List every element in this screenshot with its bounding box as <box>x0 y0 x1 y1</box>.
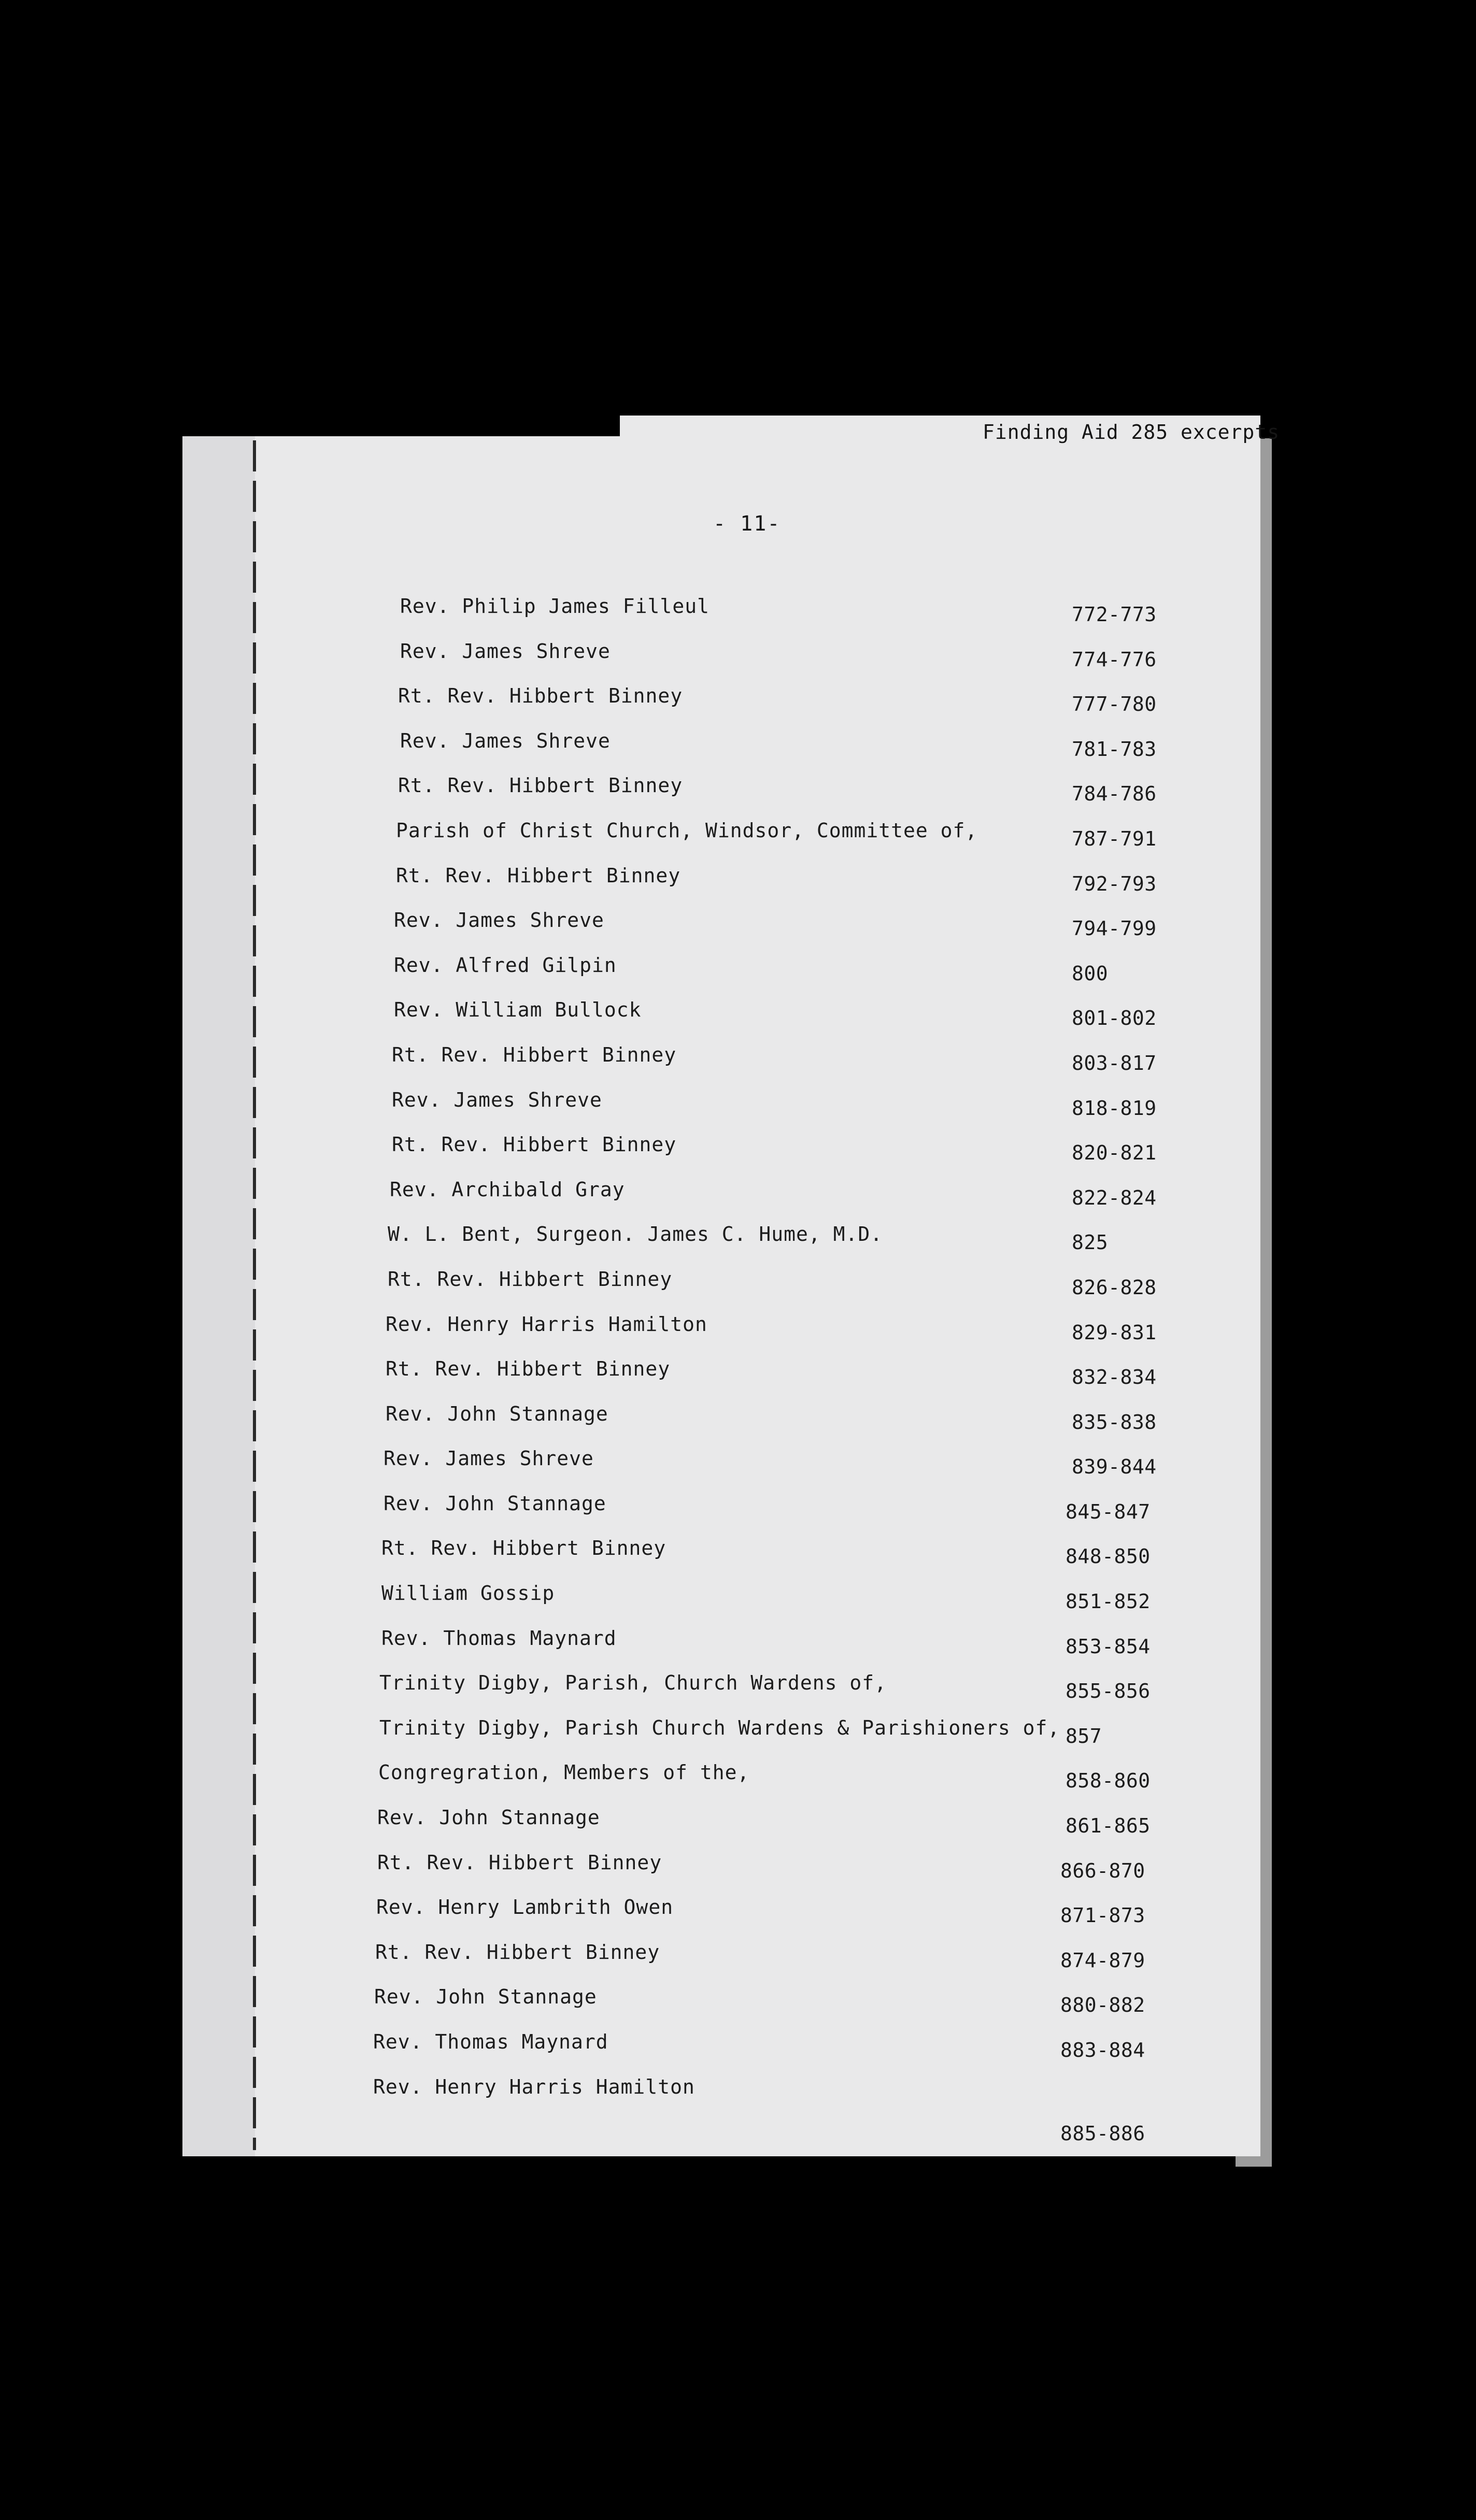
entry-range: 820-821 <box>1072 1141 1157 1165</box>
entry-range: 781-783 <box>1072 737 1157 761</box>
entry-list <box>373 595 1182 2145</box>
entry-name: Rev. Thomas Maynard <box>381 1626 617 1650</box>
entry-name: Rev. James Shreve <box>394 909 604 932</box>
list-item <box>373 1223 1182 1268</box>
list-item <box>373 819 1182 864</box>
entry-name: W. L. Bent, Surgeon. James C. Hume, M.D. <box>388 1223 883 1246</box>
list-item <box>373 998 1182 1043</box>
list-item <box>373 729 1182 775</box>
list-item <box>373 1089 1182 1134</box>
list-item <box>373 1671 1182 1716</box>
entry-range: 772-773 <box>1072 603 1157 626</box>
entry-name: Rev. John Stannage <box>384 1492 606 1515</box>
entry-range: 818-819 <box>1072 1096 1157 1120</box>
entry-range: 853-854 <box>1066 1635 1151 1658</box>
list-item <box>373 1178 1182 1223</box>
list-item <box>373 1492 1182 1537</box>
entry-range: 822-824 <box>1072 1186 1157 1209</box>
finding-aid-label: Finding Aid 285 excerpts <box>983 421 1280 443</box>
entry-name: Rev. James Shreve <box>400 639 611 663</box>
entry-name: Rt. Rev. Hibbert Binney <box>377 1851 662 1874</box>
entry-name: Rev. Archibald Gray <box>390 1178 625 1201</box>
entry-range: 826-828 <box>1072 1276 1157 1299</box>
list-item <box>373 1806 1182 1851</box>
entry-name: Rev. Henry Harris Hamilton <box>386 1312 707 1336</box>
list-item <box>373 1627 1182 1672</box>
entry-range: 845-847 <box>1066 1500 1151 1523</box>
list-item <box>373 1761 1182 1806</box>
entry-range: 792-793 <box>1072 872 1157 895</box>
list-item <box>373 864 1182 909</box>
entry-name: Rev. John Stannage <box>386 1402 608 1425</box>
entry-name: Rt. Rev. Hibbert Binney <box>375 1940 660 1964</box>
entry-name: Rev. Alfred Gilpin <box>394 953 617 977</box>
list-item <box>373 1537 1182 1582</box>
entry-range: 857 <box>1066 1724 1102 1748</box>
list-item <box>373 909 1182 954</box>
list-item <box>373 1582 1182 1627</box>
list-item <box>373 1357 1182 1402</box>
entry-name: Rev. Henry Harris Hamilton <box>373 2075 695 2098</box>
list-item <box>373 1402 1182 1448</box>
entry-name: Trinity Digby, Parish Church Wardens & Parishioners of, <box>379 1716 1060 1739</box>
list-item <box>373 1851 1182 1896</box>
list-item <box>373 1985 1182 2030</box>
list-item <box>373 954 1182 999</box>
page-number: - 11- <box>713 512 781 536</box>
list-item <box>373 1896 1182 1941</box>
entry-name: Rev. James Shreve <box>384 1447 594 1470</box>
entry-range: 777-780 <box>1072 693 1157 716</box>
entry-name: Trinity Digby, Parish, Church Wardens of, <box>379 1671 887 1695</box>
page-margin-strip <box>182 436 255 2156</box>
entry-name: Congregration, Members of the, <box>378 1761 750 1784</box>
entry-range: 839-844 <box>1072 1455 1157 1479</box>
entry-name: Rt. Rev. Hibbert Binney <box>392 1133 677 1156</box>
entry-range: 794-799 <box>1072 917 1157 940</box>
entry-range: 803-817 <box>1072 1051 1157 1075</box>
list-item <box>373 2075 1182 2145</box>
list-item <box>373 1313 1182 1358</box>
entry-name: Parish of Christ Church, Windsor, Committee of, <box>396 819 978 842</box>
entry-range: 861-865 <box>1066 1814 1151 1838</box>
entry-name: Rt. Rev. Hibbert Binney <box>398 774 683 797</box>
entry-name: Rev. Henry Lambrith Owen <box>376 1896 674 1919</box>
entry-name: Rev. William Bullock <box>394 998 642 1022</box>
entry-name: Rt. Rev. Hibbert Binney <box>381 1537 666 1560</box>
list-item <box>373 2030 1182 2075</box>
list-item <box>373 774 1182 819</box>
entry-range: 883-884 <box>1060 2039 1145 2061</box>
entry-range: 825 <box>1072 1231 1109 1254</box>
entry-name: Rt. Rev. Hibbert Binney <box>398 684 683 708</box>
entry-range: 855-856 <box>1066 1680 1151 1703</box>
entry-name: Rt. Rev. Hibbert Binney <box>386 1357 671 1381</box>
binding-line <box>253 440 256 2150</box>
entry-range: 848-850 <box>1066 1545 1151 1568</box>
entry-name: Rt. Rev. Hibbert Binney <box>392 1043 677 1066</box>
entry-range: 835-838 <box>1072 1410 1157 1434</box>
list-item <box>373 1941 1182 1986</box>
list-item <box>373 1716 1182 1762</box>
entry-name: Rev. John Stannage <box>374 1985 597 2009</box>
entry-range: 801-802 <box>1072 1007 1157 1030</box>
entry-range: 874-879 <box>1060 1949 1145 1972</box>
entry-name: Rev. Philip James Filleul <box>400 595 709 618</box>
entry-range: 832-834 <box>1072 1366 1157 1389</box>
entry-name: Rev. Thomas Maynard <box>373 2030 608 2053</box>
entry-range: 866-870 <box>1060 1859 1145 1882</box>
entry-range: 774-776 <box>1072 648 1157 671</box>
entry-range: 871-873 <box>1060 1904 1145 1927</box>
entry-name: William Gossip <box>381 1582 555 1605</box>
entry-range: 787-791 <box>1072 827 1157 850</box>
list-item <box>373 1133 1182 1178</box>
entry-range: 880-882 <box>1060 1994 1145 2017</box>
list-item <box>373 640 1182 685</box>
entry-range: 858-860 <box>1066 1769 1151 1793</box>
list-item <box>373 1043 1182 1089</box>
entry-range: 885-886 <box>1060 2122 1145 2145</box>
entry-range: 851-852 <box>1066 1590 1151 1613</box>
list-item <box>373 1268 1182 1313</box>
entry-name: Rt. Rev. Hibbert Binney <box>396 864 681 887</box>
entry-name: Rev. James Shreve <box>400 729 611 752</box>
entry-name: Rev. John Stannage <box>377 1806 600 1829</box>
entry-range: 829-831 <box>1072 1321 1157 1344</box>
entry-name: Rev. James Shreve <box>392 1088 602 1111</box>
list-item <box>373 684 1182 729</box>
entry-range: 800 <box>1072 962 1109 985</box>
list-item <box>373 595 1182 640</box>
entry-range: 784-786 <box>1072 782 1157 806</box>
list-item <box>373 1447 1182 1492</box>
entry-name: Rt. Rev. Hibbert Binney <box>388 1267 673 1291</box>
